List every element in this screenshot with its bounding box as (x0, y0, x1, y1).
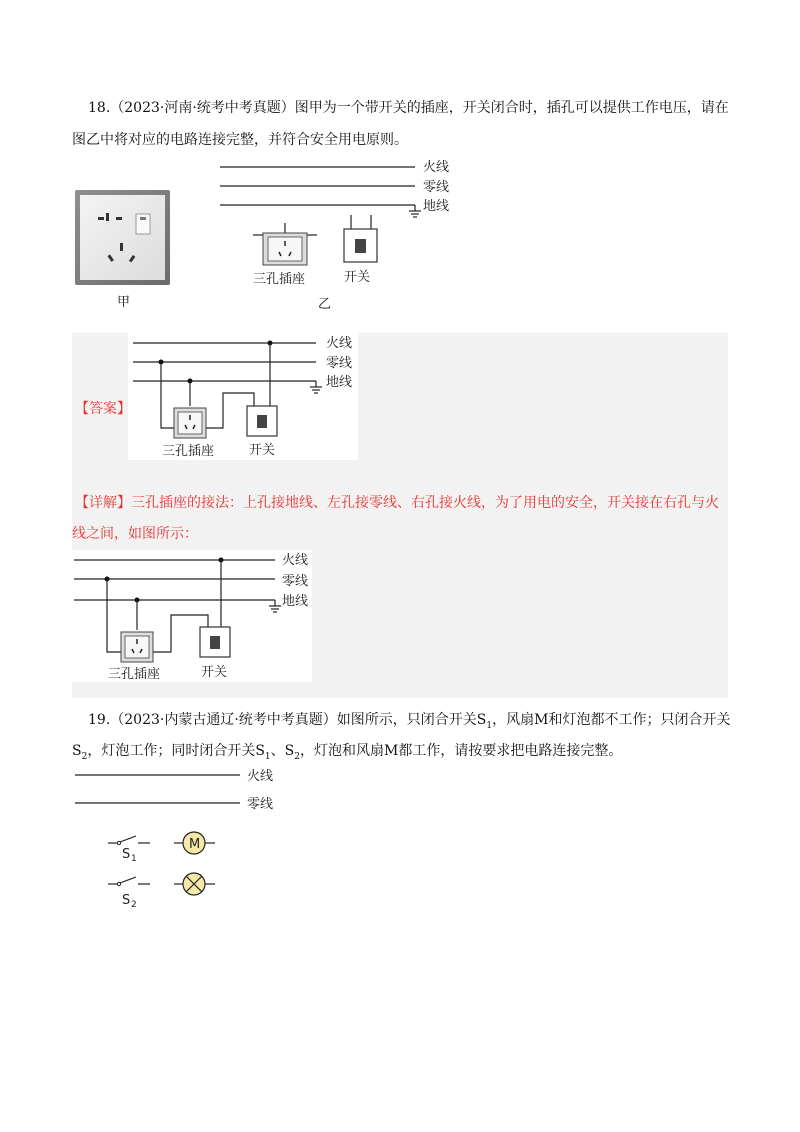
q19-s1-sub: 1 (131, 854, 137, 864)
circuit-diagram-q19 (72, 762, 302, 922)
circuit-diagram-answer (128, 333, 368, 463)
switch-s2-icon (108, 877, 150, 886)
answer-label-socket: 三孔插座 (162, 444, 215, 459)
answer-label-live: 火线 (326, 336, 353, 351)
detail-label-live: 火线 (282, 553, 309, 568)
q19-sub-1: 1 (486, 720, 493, 731)
answer-tag: 【答案】 (75, 401, 131, 417)
q18-line1: 18.（2023·河南·统考中考真题）图甲为一个带开关的插座，开关闭合时，插孔可以提供工作电压，请在 (88, 100, 729, 116)
label-live: 火线 (423, 160, 450, 175)
detail-text1: 三孔插座的接法：上孔接地线、左孔接零线、右孔接火线，为了用电的安全，开关接在右孔与火 (131, 495, 719, 511)
q19-label-live: 火线 (247, 769, 274, 784)
q19-text2-g: ，灯泡和风扇M都工作，请按要求把电路连接完整。 (299, 743, 623, 759)
socket-photo (75, 190, 170, 285)
detail-label-neutral: 零线 (282, 574, 309, 589)
q19-s1-label: S (122, 847, 131, 862)
detail-label-switch: 开关 (201, 665, 228, 680)
q19-sub-2b: 1 (264, 751, 271, 762)
socket-face-icon (80, 195, 165, 280)
detail-line2: 线之间，如图所示： (72, 526, 198, 542)
q18-line2: 图乙中将对应的电路连接完整，并符合安全用电原则。 (72, 132, 408, 148)
q19-label-neutral: 零线 (247, 797, 274, 812)
label-neutral: 零线 (423, 180, 450, 195)
circuit-diagram-yi (205, 155, 465, 315)
detail-tag: 【详解】 (75, 495, 131, 511)
q19-text-c: ，风扇M和灯泡都不工作；只闭合开关 (492, 712, 731, 728)
label-switch: 开关 (344, 270, 371, 285)
q19-text2-a: S (72, 743, 82, 759)
q19-s2-label: S (122, 893, 131, 908)
lamp-icon (174, 873, 215, 895)
label-jia: 甲 (117, 295, 131, 310)
q19-text-a: 19.（2023·内蒙古通辽·统考中考真题）如图所示，只闭合开关S (88, 712, 487, 728)
q19-motor-label: M (189, 837, 201, 852)
label-socket: 三孔插座 (253, 272, 306, 287)
q19-sub-2c: 2 (294, 751, 300, 762)
detail-label-ground: 地线 (282, 594, 309, 609)
q19-s2-sub: 2 (131, 900, 137, 910)
answer-label-switch: 开关 (249, 443, 276, 458)
circuit-diagram-detail (72, 552, 322, 687)
detail-label-socket: 三孔插座 (108, 667, 161, 682)
label-ground: 地线 (423, 199, 450, 214)
q19-text2-e: 、S (270, 743, 295, 759)
answer-label-ground: 地线 (326, 375, 353, 390)
q19-sub-2a: 2 (81, 751, 88, 762)
label-yi: 乙 (318, 297, 332, 312)
switch-s1-icon (108, 836, 150, 845)
answer-label-neutral: 零线 (326, 356, 353, 371)
q19-line1 (88, 707, 738, 739)
q19-text2-c: ，灯泡工作；同时闭合开关S (87, 743, 265, 759)
detail-line1 (75, 490, 725, 516)
